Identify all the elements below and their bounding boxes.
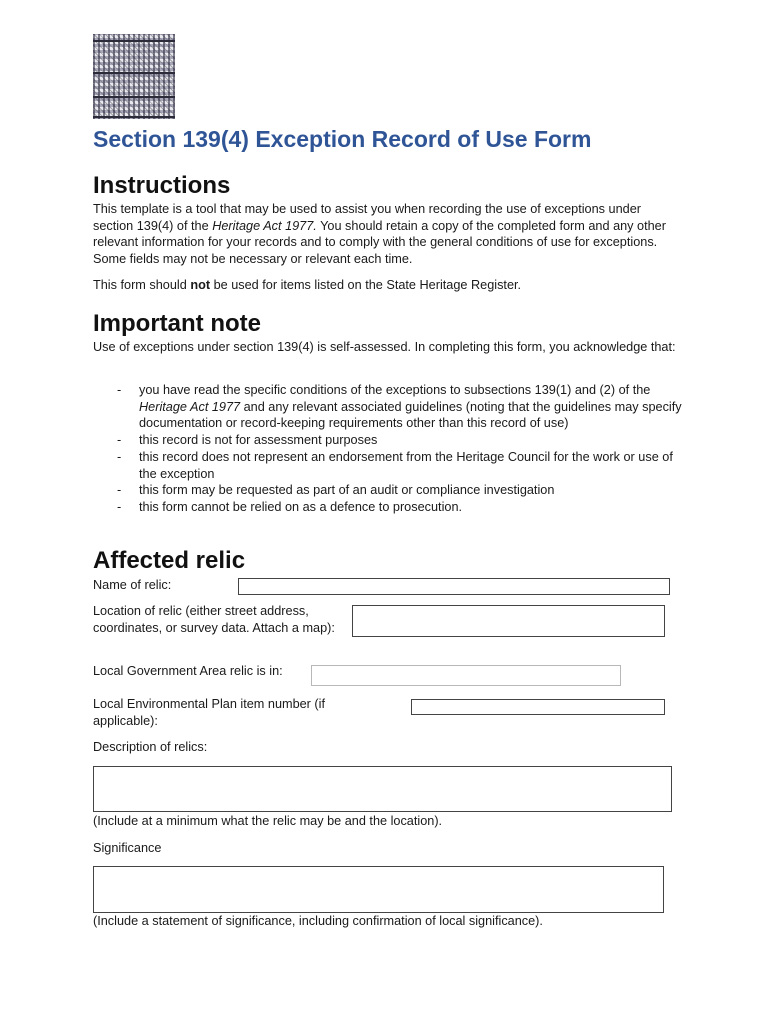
page-title: Section 139(4) Exception Record of Use Form bbox=[93, 126, 592, 152]
lep-item-number-label: Local Environmental Plan item number (if applicable): bbox=[93, 697, 326, 728]
lga-label: Local Government Area relic is in: bbox=[93, 664, 283, 678]
instructions-heading: Instructions bbox=[93, 172, 231, 199]
lga-field[interactable] bbox=[311, 665, 621, 686]
description-note: (Include at a minimum what the relic may be and the location). bbox=[93, 814, 443, 828]
list-item: - this record does not represent an endorsement from the Heritage Council for the work or use of the exception bbox=[93, 449, 683, 482]
location-of-relic-label: Location of relic (either street address, coordinates, or survey data. Attach a map): bbox=[93, 604, 335, 635]
description-label: Description of relics: bbox=[93, 740, 208, 754]
affected-relic-heading: Affected relic bbox=[93, 547, 246, 574]
lep-item-number-field[interactable] bbox=[411, 699, 665, 715]
instructions-paragraph: This template is a tool that may be used to assist you when recording the use of exceptions under section 139(4) of the Heritage Act 1977. You should retain a copy of the completed form and any other relevant information for your records and to comply with the general conditions of use for exceptions. Some fields may not be necessary or relevant each time. bbox=[93, 202, 666, 267]
location-of-relic-field[interactable] bbox=[352, 605, 665, 637]
description-field[interactable] bbox=[93, 766, 672, 812]
important-note-heading: Important note bbox=[93, 310, 261, 337]
significance-field[interactable] bbox=[93, 866, 664, 913]
name-of-relic-field[interactable] bbox=[238, 578, 670, 595]
list-item: - this record is not for assessment purposes bbox=[93, 432, 683, 449]
significance-note: (Include a statement of significance, including confirmation of local significance). bbox=[93, 914, 543, 928]
important-note-intro: Use of exceptions under section 139(4) is self-assessed. In completing this form, you acknowledge that: bbox=[93, 340, 676, 354]
acknowledgement-list bbox=[93, 382, 683, 516]
significance-label: Significance bbox=[93, 841, 162, 855]
list-item: - this form may be requested as part of an audit or compliance investigation bbox=[93, 482, 683, 499]
not-for-shr-paragraph: This form should not be used for items listed on the State Heritage Register. bbox=[93, 278, 522, 292]
name-of-relic-label: Name of relic: bbox=[93, 578, 172, 592]
list-item: - this form cannot be relied on as a defence to prosecution. bbox=[93, 499, 683, 516]
list-item: - you have read the specific conditions of the exceptions to subsections 139(1) and (2) of the Heritage Act 1977 and any relevant associated guidelines (noting that the guidelines may specify documentation or record-keeping requirements other than this record of use) bbox=[93, 382, 683, 432]
government-logo-icon bbox=[93, 34, 175, 119]
